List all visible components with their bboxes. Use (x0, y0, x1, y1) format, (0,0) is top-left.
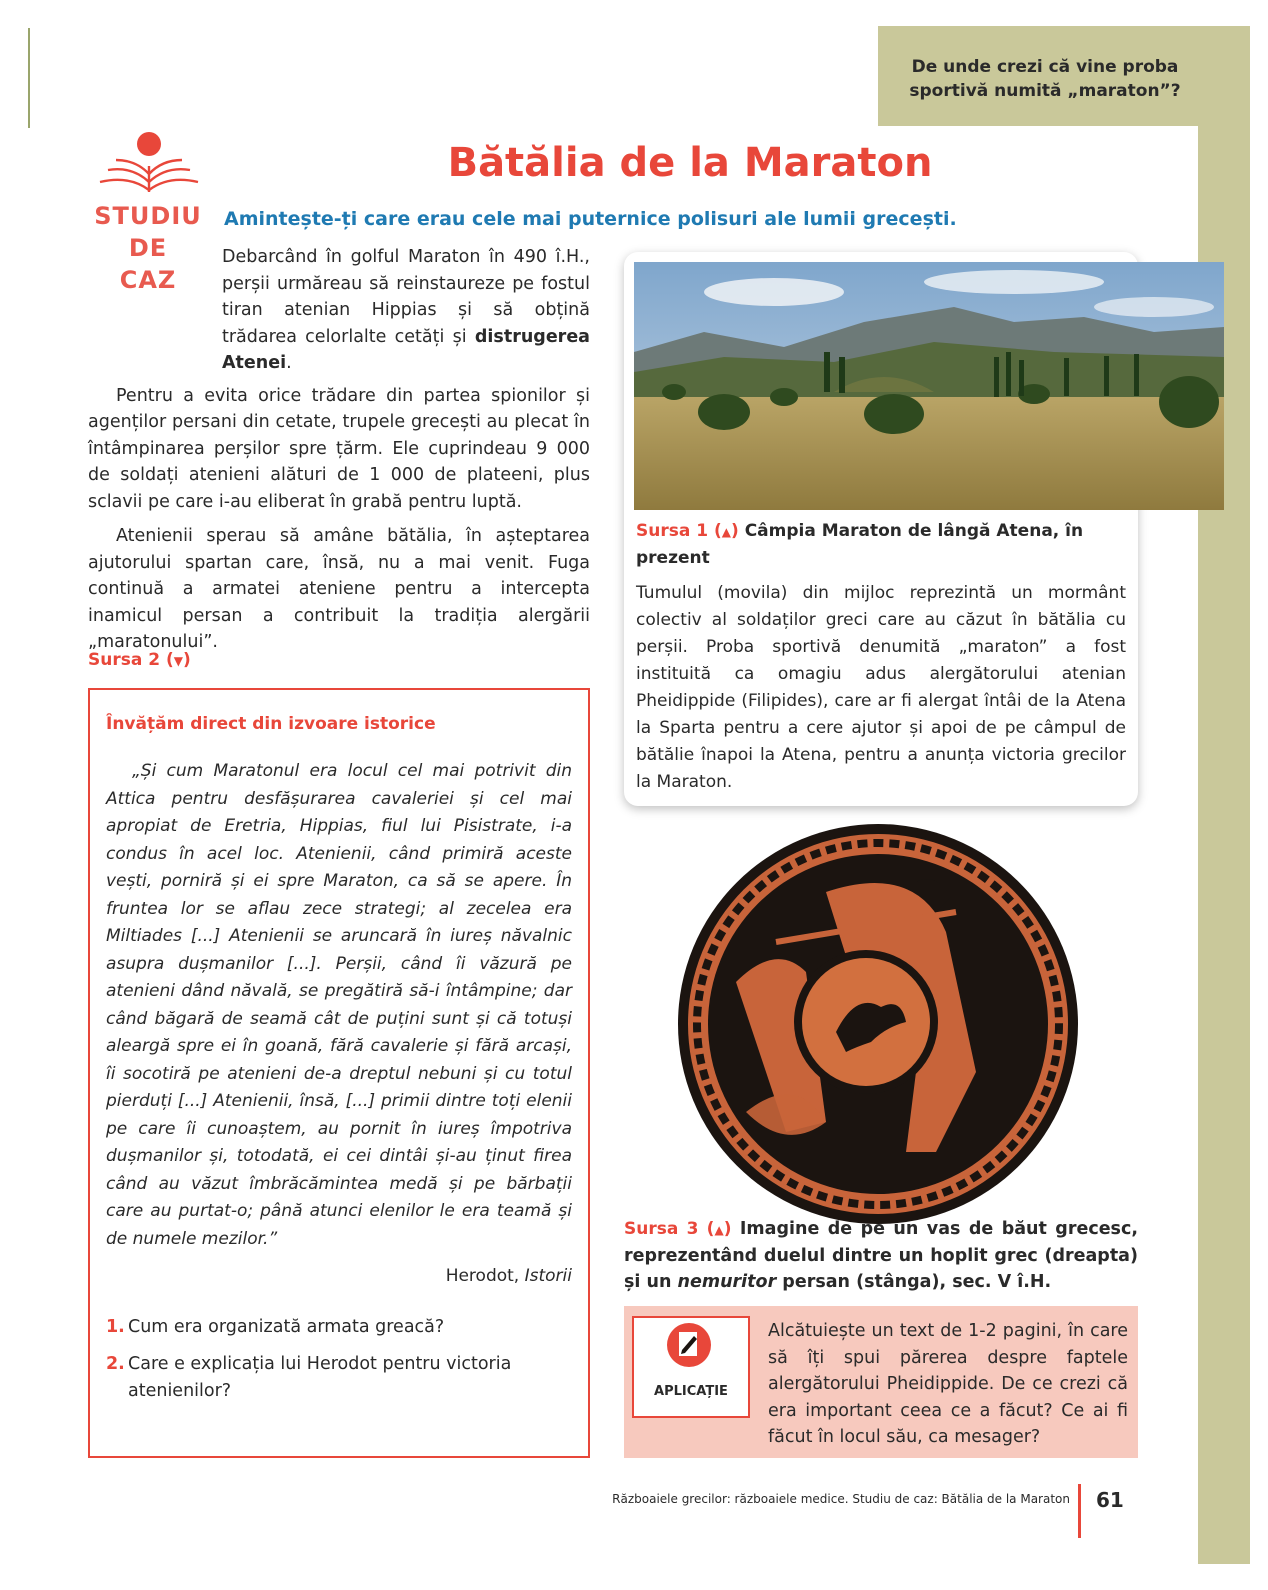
intro-paragraph-2: Pentru a evita orice trădare din partea spionilor și agenților persani din cetate, trupele grecești au plecat în întâmpinarea perșilor spre țărm. Ele cuprindeau 9 000 de soldați atenieni alături de 1 000 de plateeni, plus sclavii pe care i-au eliberat în grabă pentru luptă. (88, 385, 590, 512)
margin-question: De unde crezi că vine proba sportivă numită „maraton”? (909, 57, 1181, 101)
page-number: 61 (1096, 1488, 1124, 1512)
question-item: 2. Care e explicația lui Herodot pentru victoria atenienilor? (106, 1354, 512, 1401)
greek-kylix-image (676, 822, 1080, 1226)
source-3-caption: Sursa 3 (▲) Imagine de pe un vas de băut grecesc, reprezentând duelul dintre un hoplit grec (dreapta) și un nemuritor persan (stânga), sec. V î.H. (624, 1219, 1138, 1292)
triangle-down-icon: ▼ (173, 654, 183, 668)
left-margin-rule (28, 28, 30, 128)
source-1-text: Tumulul (movila) din mijloc reprezintă un mormânt colectiv al soldaților greci care au căzut în bătălia cu perșii. Proba sportivă denumită „maraton” a fost instituită ca omagiu adus alergătorului atenian Pheidippide (Filipides), care ar fi alergat întâi de la Atena la Sparta pentru a cere ajutor și apoi de pe câmpul de bătălie înapoi la Atena, pentru a anunța victoria grecilor la Maraton. (636, 583, 1126, 792)
intro-paragraph-1: Debarcând în golful Maraton în 490 î.H., perșii urmăreau să reinstaureze pe fostul tiran atenian Hippias și să obțină trădarea celorlalte cetăți și distrugerea Atenei. (222, 247, 590, 373)
source-1-caption: Sursa 1 (▲) Câmpia Maraton de lângă Atena, în prezent (636, 521, 1084, 568)
intro-text (88, 244, 590, 664)
herodotus-quote: „Și cum Maratonul era locul cel mai potrivit din Attica pentru desfășurarea cavaleriei și cel mai apropiat de Eretria, Hippias, fiul lui Pisistrate, i-a condus în acel loc. Atenienii, când primiră aceste vești, porniră și ei spre Maraton, ca să se apere. În fruntea lor se aflau zece strategi; al zecelea era Miltiades [...] Atenienii se aruncară în iureș năvalnic asupra dușmanilor [...]. Perșii, când îi văzură pe atenieni dând năvală, se pregătiră să-i întâmpine; dar când băgară de seamă cât de puțini sunt și că totuși aleargă spre ei în goană, fără cavalerie și fără arcași, îi socotiră pe atenieni de-a dreptul nebuni și cu totul pierduți [...] Atenienii, însă, [...] primii dintre toți elenii pe care îi cunoaștem, au pornit în iureș împotriva dușmanilor și, totodată, ei cei dintâi și-au ținut firea când au văzut îmbrăcămintea medă și pe bărbații care au purtat-o; până atunci elenilor le era teamă și de numele mezilor.” (106, 761, 572, 1249)
question-item: 1. Cum era organizată armata greacă? (106, 1317, 445, 1337)
quote-author: Herodot, Istorii (445, 1266, 572, 1286)
footer-rule (1078, 1484, 1081, 1538)
source-2-questions (106, 1314, 572, 1415)
pencil-document-icon (664, 1320, 714, 1370)
triangle-up-icon: ▲ (721, 525, 731, 539)
subtitle: Amintește-ți care erau cele mai puternice polisuri ale lumii grecești. (224, 208, 957, 230)
source-2-heading: Învățăm direct din izvoare istorice (106, 714, 436, 734)
source-2-label: Sursa 2 (▼) (88, 650, 191, 670)
marathon-plain-photo (634, 262, 1224, 510)
application-label: APLICAȚIE (654, 1384, 728, 1399)
application-text: Alcătuiește un text de 1-2 pagini, în care să îți spui părerea despre faptele alergătorului Pheidippide. De ce crezi că era important ceea ce a făcut? Ce ai fi făcut în locul său, ca mesager? (768, 1321, 1128, 1447)
case-study-label: STUDIU DE CAZ (94, 202, 202, 294)
page-title: Bătălia de la Maraton (447, 140, 933, 186)
footer-text: Războaiele grecilor: războaiele medice. Studiu de caz: Bătălia de la Maraton (612, 1492, 1070, 1506)
intro-paragraph-3: Atenienii sperau să amâne bătălia, în așteptarea ajutorului spartan care, însă, nu a mai venit. Fuga continuă a armatei ateniene pentru a intercepta inamicul persan a contribuit la tradiția alergării „maratonului”. (88, 526, 590, 652)
triangle-up-icon: ▲ (714, 1223, 724, 1237)
open-book-logo-icon (94, 130, 204, 200)
